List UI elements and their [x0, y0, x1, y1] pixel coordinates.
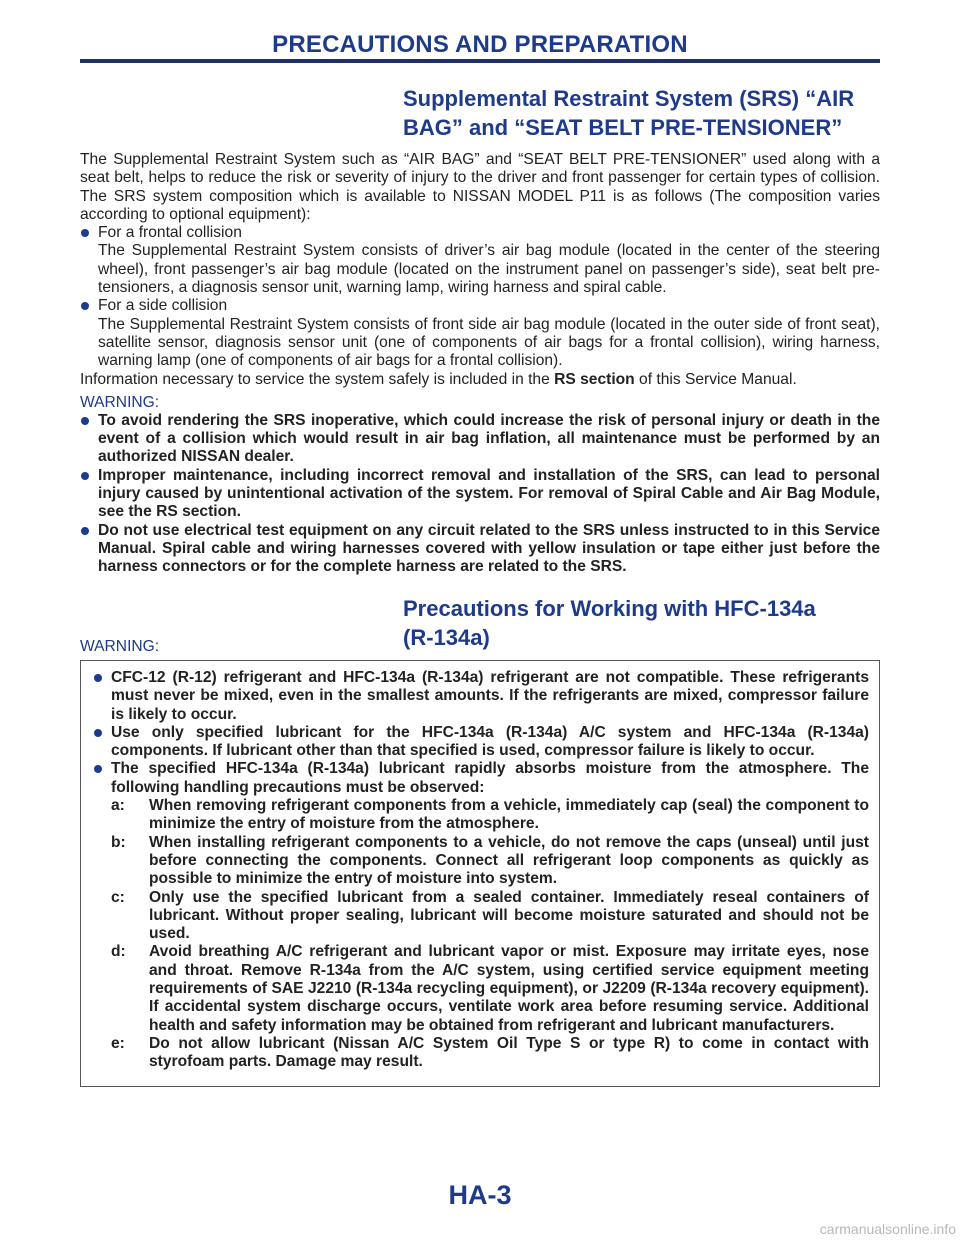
srs-warning-label: WARNING: — [80, 393, 160, 411]
subitem-label: a: — [111, 797, 125, 815]
hfc-warning-box — [80, 660, 880, 1087]
warning-text: Do not use electrical test equipment on any circuit related to the SRS unless instructed to in this Service Manual. Spiral cable and wiring harnesses covered with yellow insulation or tape either just before the harness connectors or for the complete harness are related to the SRS. — [98, 521, 880, 576]
bullet-icon — [81, 417, 89, 425]
hfc-warning-item — [93, 724, 869, 761]
srs-title-line-2: BAG” and “SEAT BELT PRE-TENSIONER” — [403, 115, 843, 140]
info-text-pre: Information necessary to service the system safely is included in the — [80, 370, 555, 388]
hfc-title-line-2: (R-134a) — [403, 625, 490, 650]
bullet-body: The Supplemental Restraint System consists of front side air bag module (located in the outer side of front seat), satellite sensor, diagnosis sensor unit (one of components of air bags for a frontal collision), wiring harness, warning lamp (one of components of air bags for a frontal collision). — [98, 315, 880, 370]
precaution-subitem — [111, 1035, 869, 1072]
warning-text: Improper maintenance, including incorrect removal and installation of the SRS, can lead to personal injury caused by unintentional activation of the system. For removal of Spiral Cable and Air Bag Module, see the RS section. — [98, 466, 880, 521]
subitem-text: Only use the specified lubricant from a sealed container. Immediately reseal containers of lubricant. Without proper sealing, lubricant will become moisture saturated and should not be used. — [149, 888, 869, 943]
srs-body — [80, 151, 880, 577]
warning-text: The specified HFC-134a (R-134a) lubricant rapidly absorbs moisture from the atmosphere. The following handling precautions must be observed: — [111, 760, 869, 796]
info-text-post: of this Service Manual. — [634, 370, 797, 388]
hfc-title-line-1: Precautions for Working with HFC-134a — [403, 596, 816, 621]
subitem-label: d: — [111, 943, 126, 961]
subitem-label: c: — [111, 888, 125, 906]
bullet-icon — [81, 472, 89, 480]
warning-text: Use only specified lubricant for the HFC-134a (R-134a) A/C system and HFC-134a (R-134a) components. If lubricant other than that specified is used, compressor failure is likely to occur. — [111, 723, 869, 760]
header-rule — [80, 59, 880, 63]
bullet-icon — [94, 674, 102, 682]
srs-section — [80, 84, 880, 577]
precaution-subitem — [111, 889, 869, 944]
srs-info-line — [80, 371, 880, 389]
subitem-text: When installing refrigerant components to a vehicle, do not remove the caps (unseal) until just before connecting the components. Connect all refrigerant loop components as quickly as possible to minimize the entry of moisture into system. — [149, 833, 869, 888]
bullet-icon — [94, 765, 102, 773]
subitem-label: b: — [111, 833, 126, 851]
srs-warning-item — [80, 467, 880, 522]
warning-text: To avoid rendering the SRS inoperative, which could increase the risk of personal injury or death in the event of a collision which would result in air bag inflation, all maintenance must be performed by an authorized NISSAN dealer. — [98, 411, 880, 466]
precaution-subitem — [111, 943, 869, 1034]
subitem-text: Do not allow lubricant (Nissan A/C System Oil Type S or type R) to come in contact with styrofoam parts. Damage may result. — [149, 1034, 869, 1071]
subitem-text: Avoid breathing A/C refrigerant and lubricant vapor or mist. Exposure may irritate eyes, nose and throat. Remove R-134a from the A/C system, using certified service equipment meeting requirements of SAE J2210 (R-134a recycling equipment), or J2209 (R-134a recovery equipment). If accidental system discharge occurs, ventilate work area before resuming service. Additional health and safety information may be obtained from refrigerant and lubricant manufacturers. — [149, 943, 869, 1034]
hfc-section — [80, 594, 880, 1087]
subitem-text: When removing refrigerant components from a vehicle, immediately cap (seal) the component to minimize the entry of moisture from the atmosphere. — [149, 797, 869, 833]
page-number: HA-3 — [448, 1180, 512, 1210]
bullet-heading: For a frontal collision — [98, 224, 242, 242]
srs-warning-item — [80, 412, 880, 467]
bullet-heading: For a side collision — [98, 297, 228, 315]
srs-warning-item — [80, 522, 880, 577]
bullet-icon — [81, 229, 89, 237]
srs-title-line-1: Supplemental Restraint System (SRS) “AIR — [403, 86, 855, 111]
precaution-subitem — [111, 834, 869, 889]
srs-intro: The Supplemental Restraint System such as “AIR BAG” and “SEAT BELT PRE-TENSIONER” used along with a seat belt, helps to reduce the risk or severity of injury to the driver and front passenger for certain types of collision. The SRS system composition which is available to NISSAN MODEL P11 is as follows (The composition varies according to optional equipment): — [80, 151, 880, 223]
bullet-icon — [94, 729, 102, 737]
page-header-title: PRECAUTIONS AND PREPARATION — [272, 31, 688, 58]
hfc-warning-item — [93, 669, 869, 724]
hfc-warning-item — [93, 760, 869, 1071]
bullet-icon — [81, 527, 89, 535]
subitem-label: e: — [111, 1034, 125, 1052]
bullet-body: The Supplemental Restraint System consists of driver’s air bag module (located in the center of the steering wheel), front passenger’s air bag module (located on the instrument panel on passenger’s side), seat belt pre-tensioners, a diagnosis sensor unit, warning lamp, wiring harness and spiral cable. — [98, 242, 880, 297]
watermark-text: carmanualsonline.info — [819, 1221, 956, 1237]
srs-bullet-frontal — [80, 224, 880, 297]
srs-section-title — [403, 84, 880, 142]
bullet-icon — [81, 302, 89, 310]
warning-text: CFC-12 (R-12) refrigerant and HFC-134a (R-134a) refrigerant are not compatible. These refrigerants must never be mixed, even in the smallest amounts. If the refrigerants are mixed, compressor failure is likely to occur. — [111, 669, 869, 723]
rs-section-ref: RS section — [554, 370, 635, 388]
precaution-subitem — [111, 797, 869, 834]
hfc-warning-label: WARNING: — [80, 638, 160, 655]
srs-bullet-side — [80, 297, 880, 370]
